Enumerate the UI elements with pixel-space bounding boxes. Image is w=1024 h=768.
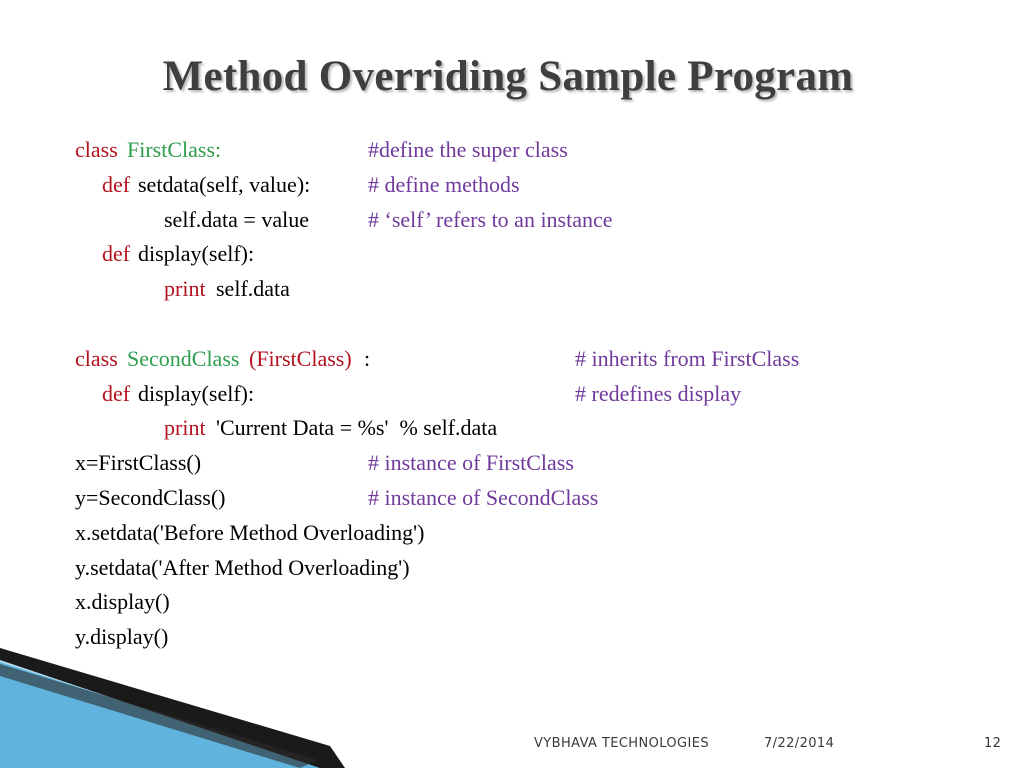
code-text: self.data <box>216 276 290 302</box>
code-text: display(self): <box>138 241 255 267</box>
code-line <box>0 448 1024 478</box>
code-line <box>0 553 1024 583</box>
code-keyword: class <box>75 345 124 371</box>
code-text: x.display() <box>75 589 170 615</box>
code-class-name: SecondClass <box>127 345 240 371</box>
code-keyword: def <box>102 380 136 406</box>
footer-page-number: 12 <box>984 736 1002 751</box>
code-line <box>0 274 1024 304</box>
code-comment: # ‘self’ refers to an instance <box>368 206 613 232</box>
code-text: display(self): <box>138 380 255 406</box>
code-text: y.setdata('After Method Overloading') <box>75 554 410 580</box>
code-text: setdata(self, value): <box>138 171 311 197</box>
code-comment: # redefines display <box>575 380 742 406</box>
code-line <box>0 518 1024 548</box>
code-line <box>0 344 1024 374</box>
code-line <box>0 379 1024 409</box>
slide-title: Method Overriding Sample Program <box>162 53 854 100</box>
code-line <box>0 413 1024 443</box>
code-line <box>0 205 1024 235</box>
code-keyword: print <box>164 415 212 441</box>
code-comment: # define methods <box>368 171 520 197</box>
code-line <box>0 135 1024 165</box>
code-keyword: def <box>102 241 136 267</box>
code-line <box>0 239 1024 269</box>
code-comment: # inherits from FirstClass <box>575 345 800 371</box>
code-keyword: (FirstClass) <box>249 345 352 371</box>
code-text: y=SecondClass() <box>75 485 226 510</box>
code-text: y.display() <box>75 624 169 650</box>
code-comment: #define the super class <box>368 137 568 162</box>
code-line <box>0 622 1024 652</box>
footer-date: 7/22/2014 <box>764 736 835 751</box>
code-line <box>0 587 1024 617</box>
code-text: x.setdata('Before Method Overloading') <box>75 519 425 545</box>
code-comment: # instance of FirstClass <box>368 450 574 476</box>
code-keyword: def <box>102 171 136 197</box>
code-text: self.data = value <box>164 206 309 232</box>
code-comment: # instance of SecondClass <box>368 485 599 510</box>
code-line <box>0 483 1024 513</box>
footer-company: VYBHAVA TECHNOLOGIES <box>534 736 710 751</box>
code-line <box>0 309 1024 339</box>
code-keyword: print <box>164 276 212 302</box>
code-text: : <box>364 345 371 371</box>
code-text: 'Current Data = %s' % self.data <box>216 415 498 441</box>
code-text: x=FirstClass() <box>75 450 202 476</box>
code-keyword: class <box>75 137 124 162</box>
code-line <box>0 170 1024 200</box>
code-class-name: FirstClass: <box>127 137 222 162</box>
